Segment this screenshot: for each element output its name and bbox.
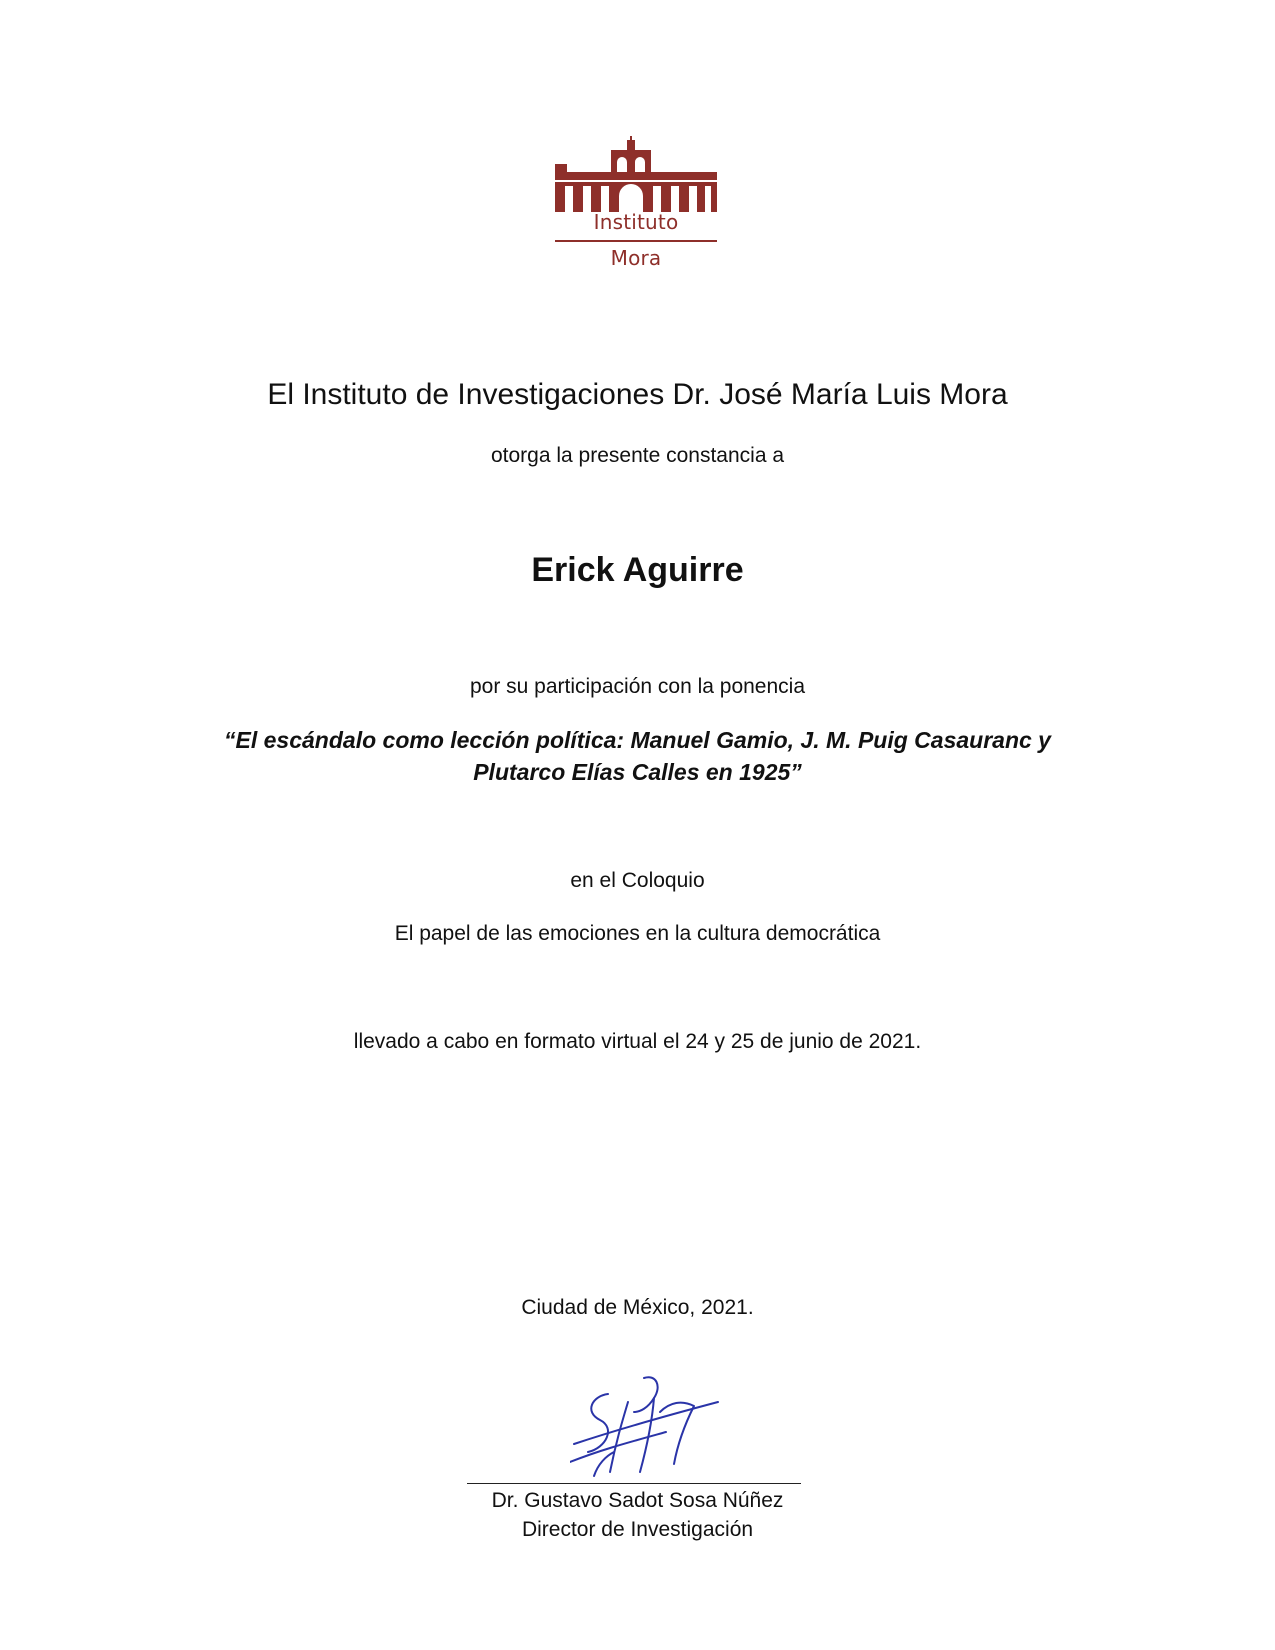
talk-title [0,724,1275,788]
logo-divider [555,240,717,242]
handwritten-signature [570,1372,740,1482]
event-date: llevado a cabo en formato virtual el 24 y 25 de junio de 2021. [353,1030,922,1053]
logo-text-instituto: Instituto [593,210,679,234]
signatory-title: Director de Investigación [521,1518,754,1541]
colloquium-name: El papel de las emociones en la cultura democrática [394,922,881,945]
place-and-date: Ciudad de México, 2021. [521,1296,754,1319]
logo-text-mora: Mora [610,246,662,270]
participation-text: por su participación con la ponencia [469,675,806,698]
grant-text: otorga la presente constancia a [490,444,785,467]
talk-title-line-1: “El escándalo como lección política: Manuel Gamio, J. M. Puig Casauranc y [224,727,1051,753]
talk-title-line-2: Plutarco Elías Calles en 1925” [473,759,802,785]
colloquium-intro: en el Coloquio [570,869,705,892]
recipient-name: Erick Aguirre [531,551,744,589]
issuer-heading: El Instituto de Investigaciones Dr. José María Luis Mora [267,378,1008,411]
signature-line [467,1483,801,1484]
instituto-mora-logo [555,134,717,280]
signatory-name: Dr. Gustavo Sadot Sosa Núñez [491,1489,784,1512]
